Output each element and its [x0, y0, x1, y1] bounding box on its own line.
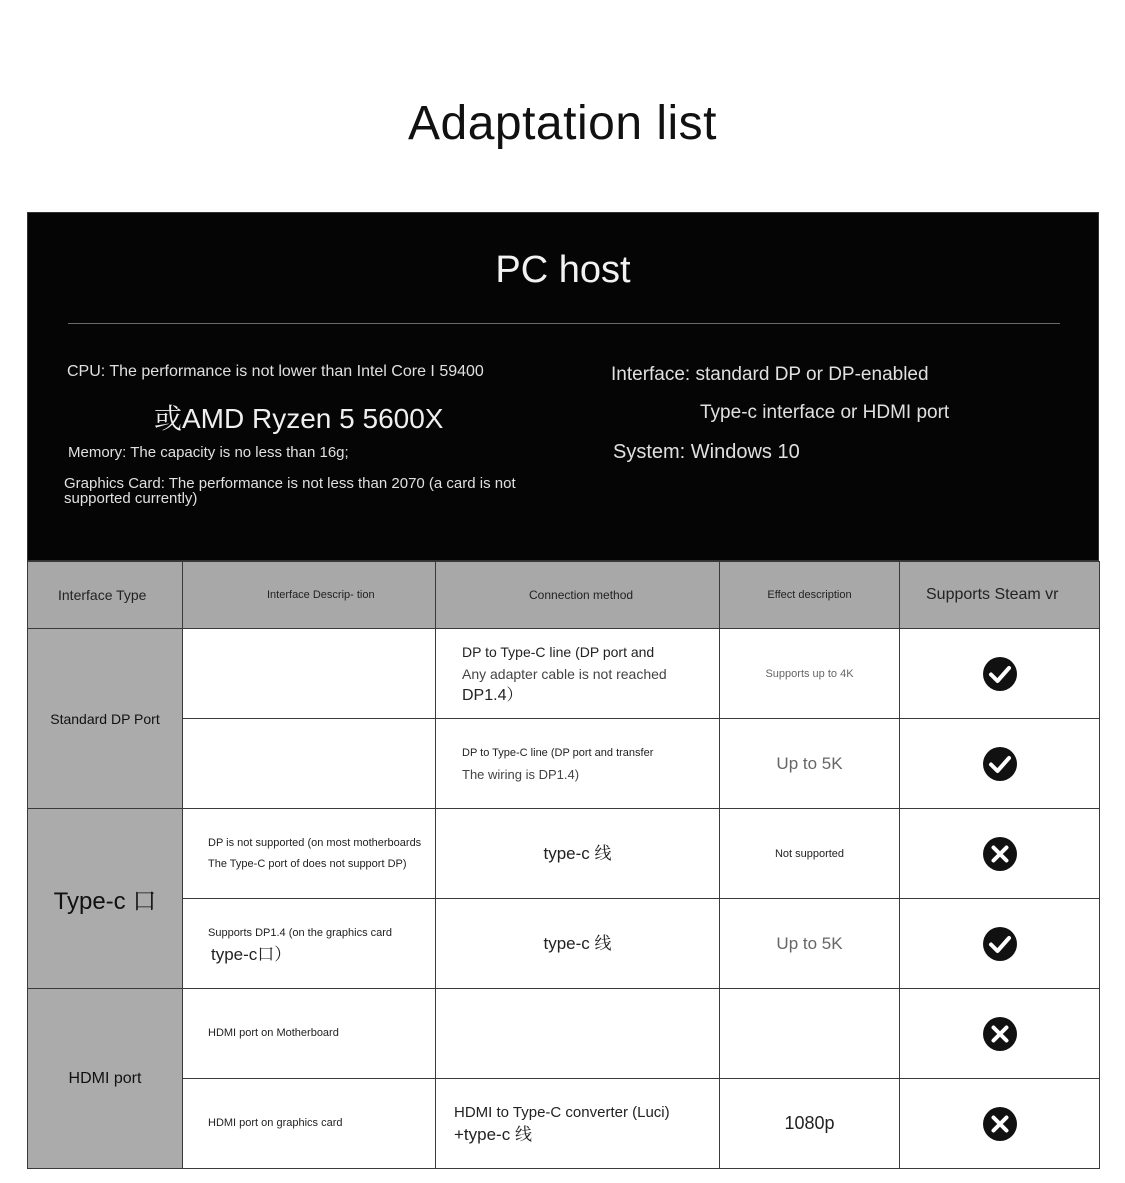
check-circle-icon — [982, 926, 1018, 962]
description-line: HDMI port on graphics card — [208, 1117, 343, 1129]
cpu-requirement: CPU: The performance is not lower than Intel Core I 59400 — [67, 363, 484, 380]
description-cell — [183, 809, 436, 899]
table-row — [28, 989, 1100, 1079]
steam-vr-cell — [900, 989, 1100, 1079]
connection-line: +type-c 线 — [454, 1124, 532, 1144]
description-cell — [183, 719, 436, 809]
description-cell — [183, 629, 436, 719]
description-cell — [183, 1079, 436, 1169]
page-title: Adaptation list — [407, 97, 718, 150]
category-standard-dp: Standard DP Port — [28, 629, 183, 809]
header-interface-type: Interface Type — [28, 562, 183, 629]
connection-cell — [436, 809, 720, 899]
effect-cell: Supports up to 4K — [720, 629, 900, 719]
connection-line: Any adapter cable is not reached — [462, 665, 667, 682]
connection-line: type-c 线 — [543, 843, 612, 863]
interface-requirement-cont: Type-c interface or HDMI port — [700, 402, 950, 423]
effect-cell: Up to 5K — [720, 719, 900, 809]
description-line: DP is not supported (on most motherboards — [208, 836, 422, 849]
connection-cell — [436, 989, 720, 1079]
connection-line: DP to Type-C line (DP port and — [462, 643, 655, 660]
adaptation-table — [27, 561, 1100, 1169]
category-hdmi: HDMI port — [28, 989, 183, 1169]
pc-host-panel — [27, 212, 1099, 561]
check-circle-icon — [982, 656, 1018, 692]
cross-circle-icon — [982, 1016, 1018, 1052]
cross-circle-icon — [982, 1106, 1018, 1142]
connection-cell — [436, 629, 720, 719]
description-line: The Type-C port of does not support DP) — [208, 857, 407, 870]
table-row — [28, 1079, 1100, 1169]
table-row — [28, 899, 1100, 989]
connection-line: type-c 线 — [543, 933, 612, 953]
steam-vr-cell — [900, 1079, 1100, 1169]
divider — [68, 323, 1060, 324]
connection-line: DP to Type-C line (DP port and transfer — [462, 746, 654, 759]
description-line: type-c口） — [211, 944, 292, 964]
effect-cell — [720, 989, 900, 1079]
steam-vr-cell — [900, 809, 1100, 899]
connection-cell — [436, 899, 720, 989]
header-interface-description: Interface Descrip- tion — [183, 562, 436, 629]
steam-vr-cell — [900, 629, 1100, 719]
header-supports-steam-vr: Supports Steam vr — [900, 562, 1100, 629]
interface-requirement: Interface: standard DP or DP-enabled — [611, 364, 929, 385]
table-header-row — [28, 562, 1100, 629]
connection-line: HDMI to Type-C converter (Luci) — [454, 1103, 670, 1121]
description-cell — [183, 899, 436, 989]
connection-cell — [436, 719, 720, 809]
table-row — [28, 809, 1100, 899]
steam-vr-cell — [900, 719, 1100, 809]
amd-requirement: 或AMD Ryzen 5 5600X — [154, 403, 444, 434]
connection-line: DP1.4） — [462, 686, 523, 704]
description-line: HDMI port on Motherboard — [208, 1027, 339, 1039]
connection-line: The wiring is DP1.4) — [462, 766, 580, 782]
graphics-requirement: Graphics Card: The performance is not less than 2070 (a card is not supported currently) — [64, 475, 516, 507]
table-row — [28, 719, 1100, 809]
table-row — [28, 629, 1100, 719]
effect-cell: Up to 5K — [720, 899, 900, 989]
effect-cell: Not supported — [720, 809, 900, 899]
steam-vr-cell — [900, 899, 1100, 989]
effect-cell: 1080p — [720, 1079, 900, 1169]
description-cell — [183, 989, 436, 1079]
cross-circle-icon — [982, 836, 1018, 872]
category-type-c: Type-c 口 — [28, 809, 183, 989]
memory-requirement: Memory: The capacity is no less than 16g; — [68, 444, 349, 461]
header-effect-description: Effect description — [720, 562, 900, 629]
header-connection-method: Connection method — [436, 562, 720, 629]
pc-host-title: PC host — [495, 249, 631, 291]
description-line: Supports DP1.4 (on the graphics card — [208, 926, 393, 939]
check-circle-icon — [982, 746, 1018, 782]
connection-cell — [436, 1079, 720, 1169]
system-requirement: System: Windows 10 — [613, 441, 800, 463]
